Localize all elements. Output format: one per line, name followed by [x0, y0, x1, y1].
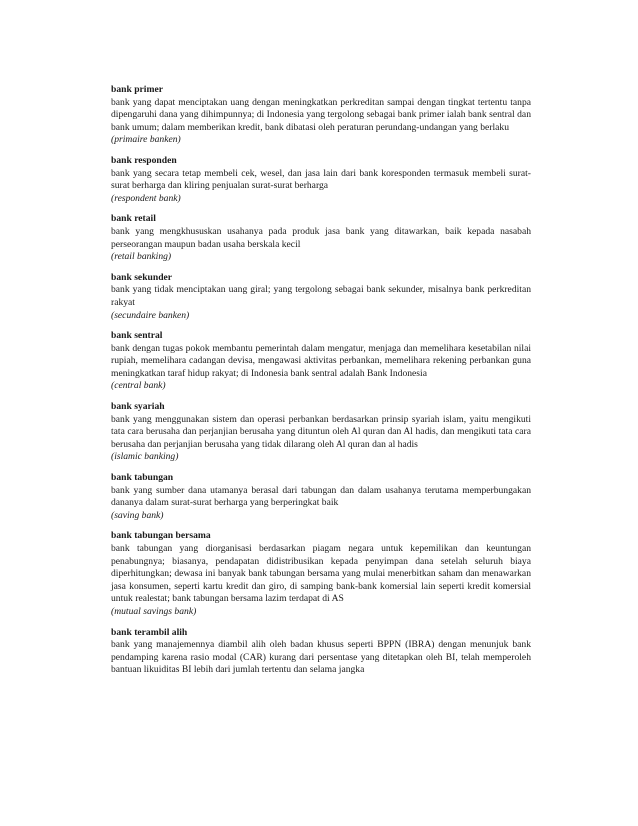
entry-definition: bank yang manajemennya diambil alih oleh badan khusus seperti BPPN (IBRA) dengan menunjuk bank pendamping karena rasio modal (CAR) kurang dari persentase yang ditetapkan oleh BI, telah memperoleh bantuan likuiditas BI lebih dari jumlah tertentu dan selama jangka	[111, 639, 531, 676]
entry-translation: (secundaire banken)	[111, 309, 190, 321]
entry-definition: bank yang mengkhususkan usahanya pada produk jasa bank yang ditawarkan, baik kepada nasabah perseorangan maupun badan usaha berskala kecil	[111, 225, 531, 250]
entry-translation: (islamic banking)	[111, 451, 179, 463]
glossary-entry	[111, 330, 531, 393]
glossary-entry	[111, 627, 531, 677]
glossary-entry	[111, 213, 531, 263]
glossary-entry	[111, 84, 531, 147]
entry-translation: (retail banking)	[111, 251, 172, 263]
glossary-entry	[111, 155, 531, 205]
entry-term: bank sentral	[111, 330, 163, 342]
entry-translation: (respondent bank)	[111, 192, 181, 204]
entry-translation: (central bank)	[111, 380, 166, 392]
glossary-page	[111, 84, 531, 685]
entry-term: bank syariah	[111, 401, 165, 413]
glossary-entry	[111, 472, 531, 522]
entry-definition: bank yang dapat menciptakan uang dengan meningkatkan perkreditan sampai dengan tingkat tertentu tanpa dipengaruhi dana yang dihimpunnya; di Indonesia yang tergolong sebagai bank primer ialah bank sentral dan bank umum; dalam memberikan kredit, bank dibatasi oleh peraturan perundang-undangan yang berlaku	[111, 96, 531, 133]
glossary-entry	[111, 272, 531, 322]
entry-term: bank sekunder	[111, 271, 173, 283]
entry-definition: bank dengan tugas pokok membantu pemerintah dalam mengatur, menjaga dan memelihara kesetabilan nilai rupiah, memelihara cadangan devisa, mengawasi aktivitas perbankan, memelihara rekening perbankan guna meningkatkan taraf hidup rakyat; di Indonesia bank sentral adalah Bank Indonesia	[111, 342, 531, 379]
entry-definition: bank yang sumber dana utamanya berasal dari tabungan dan dalam usahanya terutama memperbungakan dananya dalam surat-surat berharga yang berperingkat baik	[111, 484, 531, 509]
entry-term: bank tabungan bersama	[111, 530, 211, 542]
glossary-entry	[111, 530, 531, 618]
entry-term: bank terambil alih	[111, 626, 188, 638]
entry-definition: bank yang secara tetap membeli cek, wesel, dan jasa lain dari bank koresponden termasuk membeli surat-surat berharga dan kliring penjualan surat-surat berharga	[111, 167, 531, 192]
entry-term: bank retail	[111, 213, 156, 225]
glossary-entry	[111, 401, 531, 464]
entry-term: bank responden	[111, 154, 177, 166]
entry-definition: bank yang menggunakan sistem dan operasi perbankan berdasarkan prinsip syariah islam, yaitu mengikuti tata cara berusaha dan perjanjian berusaha yang dituntun oleh Al quran dan Al hadis, dan mengikuti tata cara berusaha dan perjanjian berusaha yang tidak dilarang oleh Al quran dan al hadis	[111, 413, 531, 450]
entry-definition: bank tabungan yang diorganisasi berdasarkan piagam negara untuk kepemilikan dan keuntungan penabungnya; biasanya, pendapatan didistribusikan kepada penyimpan dana setelah seluruh biaya diperhitungkan; dewasa ini banyak bank tabungan bersama yang mulai menerbitkan saham dan menawarkan jasa konsumen, seperti kartu kredit dan giro, di samping bank-bank komersial lain seperti kredit komersial untuk realestat; bank tabungan bersama lazim terdapat di AS	[111, 543, 531, 605]
entry-translation: (primaire banken)	[111, 134, 181, 146]
entry-term: bank primer	[111, 84, 163, 95]
entry-definition: bank yang tidak menciptakan uang giral; yang tergolong sebagai bank sekunder, misalnya bank perkreditan rakyat	[111, 284, 531, 308]
entry-translation: (saving bank)	[111, 509, 164, 521]
entry-term: bank tabungan	[111, 472, 174, 484]
entry-translation: (mutual savings bank)	[111, 605, 197, 617]
